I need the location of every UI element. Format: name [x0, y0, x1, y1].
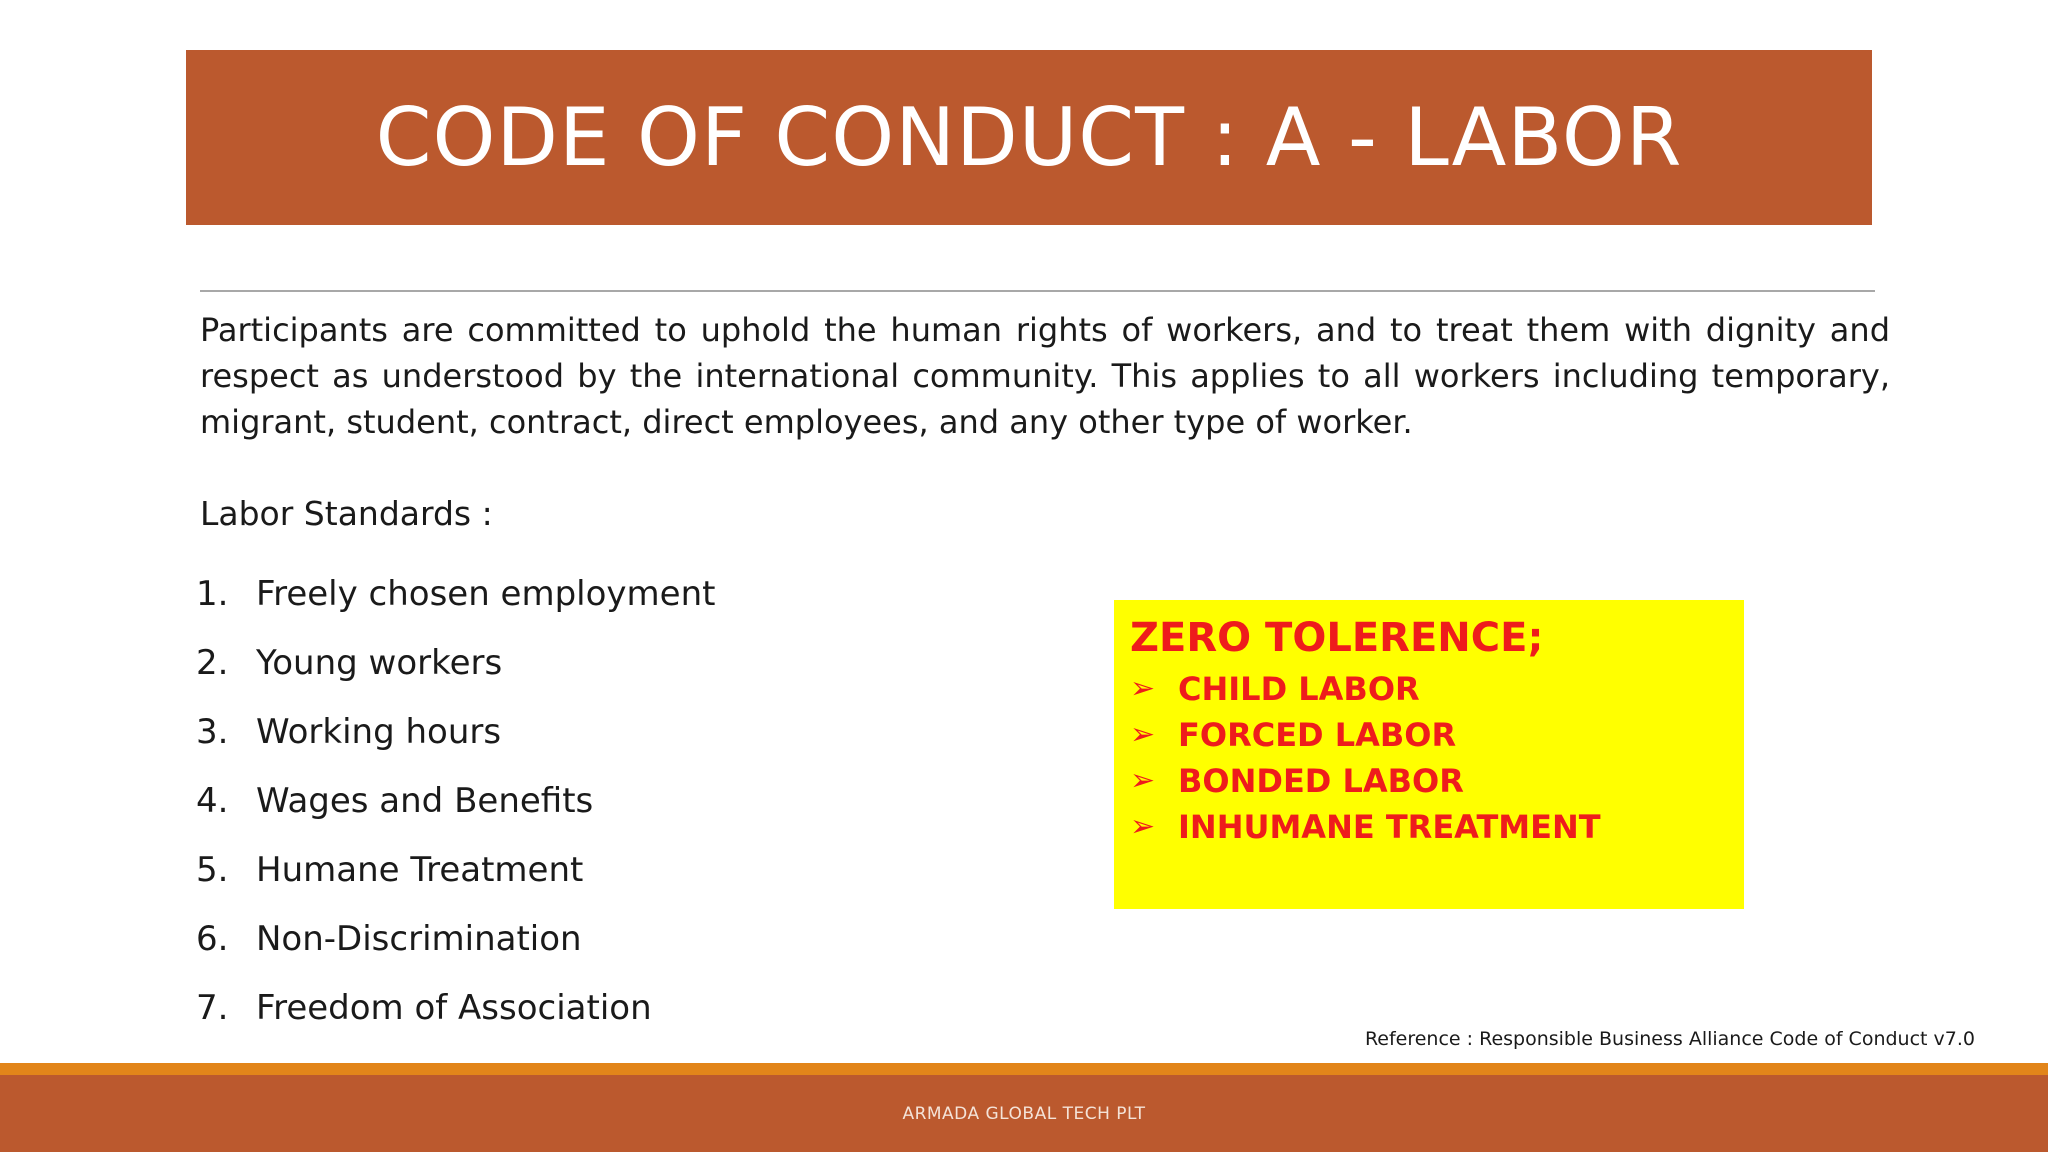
list-item	[196, 844, 715, 913]
slide-title: CODE OF CONDUCT : A - LABOR	[375, 91, 1683, 184]
list-item-label: Young workers	[256, 643, 503, 683]
zero-tolerance-item	[1130, 804, 1744, 850]
list-item	[196, 913, 715, 982]
list-item	[196, 568, 715, 637]
zero-tolerance-list	[1130, 666, 1744, 850]
arrow-bullet-icon: ➢	[1130, 809, 1156, 844]
list-item-number: 2.	[196, 643, 229, 683]
footer-bar	[0, 1075, 2048, 1152]
divider-line	[200, 290, 1875, 292]
zero-tolerance-item-label: INHUMANE TREATMENT	[1178, 808, 1601, 846]
list-item-label: Non-Discrimination	[256, 919, 582, 959]
reference-note: Reference : Responsible Business Alliance Code of Conduct v7.0	[1364, 1028, 1975, 1050]
list-item-label: Humane Treatment	[256, 850, 584, 890]
zero-tolerance-item	[1130, 712, 1744, 758]
list-item	[196, 706, 715, 775]
list-item-number: 7.	[196, 988, 229, 1028]
list-item-label: Working hours	[256, 712, 502, 752]
zero-tolerance-item-label: BONDED LABOR	[1178, 762, 1464, 800]
list-item	[196, 637, 715, 706]
list-item-number: 5.	[196, 850, 229, 890]
list-item-number: 4.	[196, 781, 229, 821]
zero-tolerance-item-label: FORCED LABOR	[1178, 716, 1457, 754]
arrow-bullet-icon: ➢	[1130, 671, 1156, 706]
standards-list	[196, 568, 715, 1051]
list-item-label: Wages and Benefits	[256, 781, 594, 821]
list-item	[196, 775, 715, 844]
list-item-number: 3.	[196, 712, 229, 752]
arrow-bullet-icon: ➢	[1130, 763, 1156, 798]
list-item-number: 1.	[196, 574, 229, 614]
arrow-bullet-icon: ➢	[1130, 717, 1156, 752]
zero-tolerance-item-label: CHILD LABOR	[1178, 670, 1420, 708]
list-item-number: 6.	[196, 919, 229, 959]
list-item-label: Freedom of Association	[256, 988, 652, 1028]
zero-tolerance-item	[1130, 758, 1744, 804]
zero-tolerance-title: ZERO TOLERENCE;	[1130, 615, 1544, 661]
zero-tolerance-box	[1114, 600, 1744, 909]
zero-tolerance-item	[1130, 666, 1744, 712]
list-item-label: Freely chosen employment	[256, 574, 716, 614]
footer-accent-stripe	[0, 1063, 2048, 1075]
footer-company-name: ARMADA GLOBAL TECH PLT	[902, 1103, 1146, 1124]
standards-heading: Labor Standards :	[200, 494, 493, 533]
title-banner	[186, 50, 1872, 225]
intro-paragraph: Participants are committed to uphold the human rights of workers, and to treat them with dignity and respect as understood by the international community. This applies to all workers including temporary, migrant, student, contract, direct employees, and any other type of worker.	[200, 311, 1890, 441]
list-item	[196, 982, 715, 1051]
